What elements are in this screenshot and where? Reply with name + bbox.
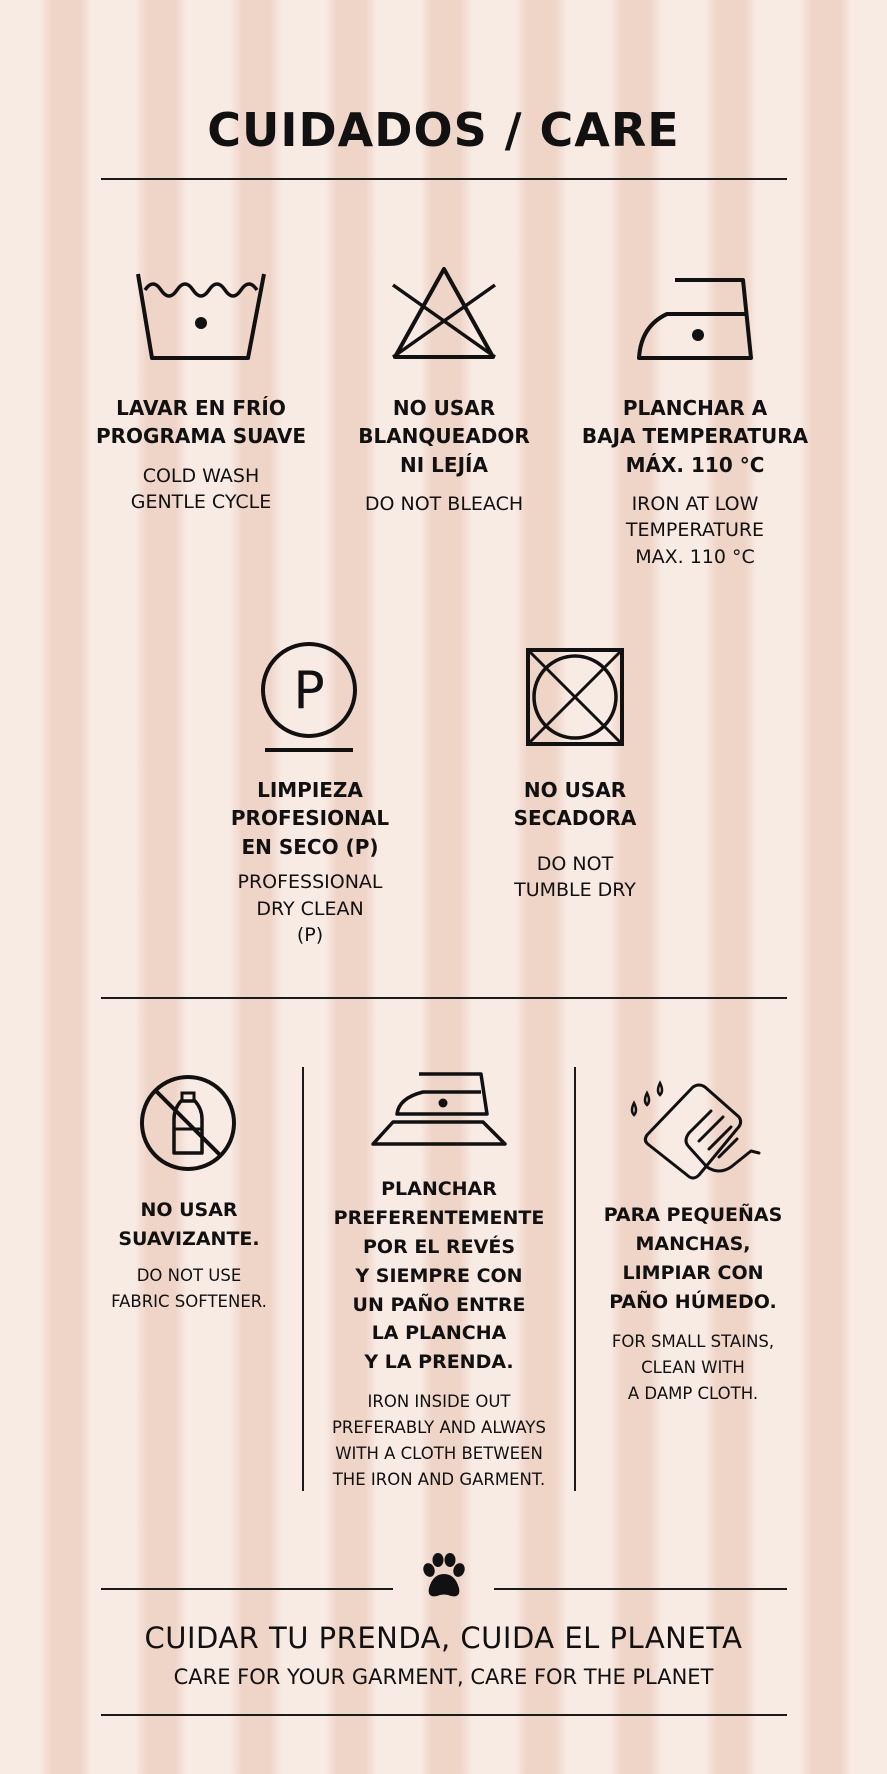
- wash-label-en: COLD WASH GENTLE CYCLE: [130, 464, 272, 513]
- stains-label-es: PARA PEQUEÑAS MANCHAS, LIMPIAR CON PAÑO HÚMEDO.: [603, 1204, 783, 1313]
- dryclean-instruction: [190, 776, 430, 949]
- iron-label-es: PLANCHAR A BAJA TEMPERATURA MÁX. 110 °C: [581, 396, 809, 477]
- wash-label-es: LAVAR EN FRÍO PROGRAMA SUAVE: [96, 396, 306, 449]
- stains-label-en: FOR SMALL STAINS, CLEAN WITH A DAMP CLOTH.: [611, 1331, 775, 1403]
- footer-bottom-divider: [101, 1714, 787, 1716]
- bleach-label-en: DO NOT BLEACH: [364, 493, 524, 516]
- title-divider: [101, 178, 787, 180]
- dryclean-label-es: LIMPIEZA PROFESIONAL EN SECO (P): [230, 778, 390, 859]
- bleach-label-es: NO USAR BLANQUEADOR NI LEJÍA: [358, 396, 530, 477]
- bleach-instruction: [313, 394, 575, 517]
- iron-label-en: IRON AT LOW TEMPERATURE MAX. 110 °C: [625, 493, 765, 568]
- footer-divider-right: [494, 1588, 787, 1590]
- low-temperature-iron-icon: [637, 276, 755, 362]
- footer-slogan-es: CUIDAR TU PRENDA, CUIDA EL PLANETA: [144, 1621, 743, 1655]
- section-divider: [101, 997, 787, 999]
- inside-out-label-es: PLANCHAR PREFERENTEMENTE POR EL REVÉS Y SIEMPRE CON UN PAÑO ENTRE LA PLANCHA Y LA PRENDA.: [333, 1178, 545, 1374]
- wash-instruction: [70, 394, 332, 515]
- dryclean-label-en: PROFESSIONAL DRY CLEAN (P): [237, 871, 383, 947]
- no-fabric-softener-icon: [138, 1073, 238, 1173]
- column-divider-right: [574, 1067, 576, 1491]
- page-title: CUIDADOS / CARE: [207, 103, 680, 157]
- footer-divider-left: [101, 1588, 393, 1590]
- professional-dry-clean-icon: [259, 642, 359, 754]
- tumble-label-es: NO USAR SECADORA: [513, 778, 637, 831]
- damp-cloth-hand-icon: [627, 1075, 761, 1185]
- footer-slogan-en: CARE FOR YOUR GARMENT, CARE FOR THE PLANET: [173, 1665, 714, 1689]
- no-bleach-icon: [391, 265, 497, 361]
- tumble-label-en: DO NOT TUMBLE DRY: [514, 852, 636, 902]
- cold-wash-icon: [136, 270, 266, 360]
- stains-instruction: [578, 1201, 808, 1407]
- iron-instruction: [574, 394, 816, 570]
- paw-print-icon: [419, 1552, 469, 1600]
- iron-with-cloth-icon: [371, 1070, 507, 1148]
- svg-text:P: P: [293, 661, 325, 721]
- softener-label-es: NO USAR SUAVIZANTE.: [118, 1199, 260, 1250]
- inside-out-label-en: IRON INSIDE OUT PREFERABLY AND ALWAYS WITH A CLOTH BETWEEN THE IRON AND GARMENT.: [331, 1392, 546, 1490]
- softener-instruction: [70, 1196, 308, 1314]
- inside-out-instruction: [312, 1175, 566, 1493]
- no-tumble-dry-icon: [526, 648, 624, 746]
- softener-label-en: DO NOT USE FABRIC SOFTENER.: [111, 1266, 267, 1311]
- tumble-instruction: [455, 776, 695, 904]
